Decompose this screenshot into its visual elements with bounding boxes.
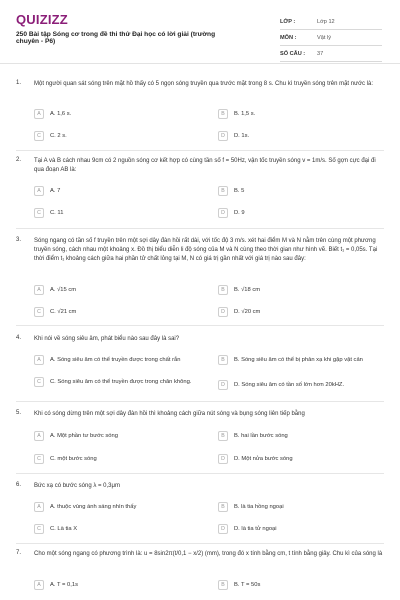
question-number: 6.: [16, 482, 22, 488]
option-b[interactable]: [218, 580, 260, 590]
option-letter-badge: C: [34, 524, 44, 534]
option-text: D. Sóng siêu âm có tần số lớn hơn 20kHZ.: [234, 382, 345, 388]
option-b[interactable]: [218, 109, 255, 119]
option-a[interactable]: [34, 355, 214, 365]
option-letter-badge: C: [34, 454, 44, 464]
option-text: C. một bước sóng: [50, 456, 97, 462]
option-c[interactable]: [34, 307, 76, 317]
question-divider: [16, 473, 384, 474]
option-d[interactable]: [218, 307, 260, 317]
question-divider: [16, 401, 384, 402]
option-text: C. 11: [50, 210, 64, 216]
option-text: B. là tia hồng ngoại: [234, 504, 284, 510]
question-text: Cho một sóng ngang có phương trình là: u = 8sin2π(t/0,1 − x/2) (mm), trong đó x tính bằng cm, t tính bằng giây. Chu kì của sóng là: [34, 551, 383, 557]
question-text: Bức xạ có bước sóng λ = 0,3μm: [34, 483, 120, 489]
option-letter-badge: A: [34, 285, 44, 295]
option-text: D. là tia tử ngoại: [234, 526, 277, 532]
option-b[interactable]: [218, 285, 260, 295]
option-letter-badge: A: [34, 431, 44, 441]
option-letter-badge: B: [218, 431, 228, 441]
option-b[interactable]: [218, 355, 384, 365]
question-text: Một người quan sát sóng trên mặt hồ thấy có 5 ngọn sóng truyền qua trước mặt trong 8 s. Chu kì truyền sóng trên mặt nước là:: [34, 81, 374, 87]
question-text: Khi có sóng dừng trên một sợi dây đàn hồi thì khoảng cách giữa nút sóng và bụng sóng liên tiếp bằng: [34, 411, 305, 417]
option-b[interactable]: [218, 186, 244, 196]
option-text: A. 7: [50, 188, 61, 194]
meta-value: 37: [317, 50, 324, 57]
option-d[interactable]: [218, 524, 277, 534]
option-letter-badge: B: [218, 355, 228, 365]
option-a[interactable]: [34, 431, 118, 441]
meta-value: Lớp 12: [317, 18, 335, 25]
option-text: C. Là tia X: [50, 526, 78, 532]
option-text: D. √20 cm: [234, 309, 261, 315]
question-text: Khi nói về sóng siêu âm, phát biểu nào sau đây là sai?: [34, 336, 180, 342]
option-c[interactable]: [34, 454, 97, 464]
option-text: B. hai lần bước sóng: [234, 433, 288, 439]
option-text: C. √21 cm: [50, 309, 77, 315]
option-c[interactable]: [34, 208, 63, 218]
option-letter-badge: C: [34, 307, 44, 317]
option-letter-badge: B: [218, 109, 228, 119]
option-a[interactable]: [34, 186, 60, 196]
option-a[interactable]: [34, 109, 71, 119]
option-b[interactable]: [218, 431, 288, 441]
option-a[interactable]: [34, 285, 76, 295]
option-letter-badge: D: [218, 524, 228, 534]
question-number: 5.: [16, 410, 22, 416]
meta-row-count: [280, 46, 382, 62]
option-c[interactable]: [34, 377, 214, 387]
option-letter-badge: A: [34, 186, 44, 196]
option-a[interactable]: [34, 502, 136, 512]
meta-label: LỚP :: [280, 18, 296, 25]
option-letter-badge: A: [34, 580, 44, 590]
option-b[interactable]: [218, 502, 284, 512]
question-number: 1.: [16, 80, 22, 86]
option-d[interactable]: [218, 131, 249, 141]
option-text: C. 2 s.: [50, 133, 67, 139]
option-a[interactable]: [34, 580, 78, 590]
option-text: A. Sóng siêu âm có thể truyền được trong chất rắn: [50, 357, 181, 363]
option-text: A. Một phần tư bước sóng: [50, 433, 118, 439]
option-d[interactable]: [218, 208, 245, 218]
meta-label: MÔN :: [280, 34, 297, 41]
option-d[interactable]: [218, 380, 384, 390]
question-number: 2.: [16, 157, 22, 163]
question-number: 4.: [16, 335, 22, 341]
option-letter-badge: D: [218, 380, 228, 390]
option-d[interactable]: [218, 454, 293, 464]
option-letter-badge: C: [34, 377, 44, 387]
option-letter-badge: B: [218, 285, 228, 295]
option-text: B. T = 50s: [234, 582, 261, 588]
option-letter-badge: D: [218, 454, 228, 464]
option-text: B. √18 cm: [234, 287, 261, 293]
meta-table: [280, 14, 382, 62]
option-text: A. T = 0,1s: [50, 582, 78, 588]
option-c[interactable]: [34, 131, 67, 141]
option-letter-badge: A: [34, 502, 44, 512]
option-letter-badge: A: [34, 355, 44, 365]
meta-row-class: [280, 14, 382, 30]
question-number: 3.: [16, 237, 22, 243]
quizizz-logo: QUIZIZZ: [16, 12, 68, 27]
option-c[interactable]: [34, 524, 77, 534]
option-letter-badge: D: [218, 307, 228, 317]
option-letter-badge: B: [218, 502, 228, 512]
meta-value: Vật lý: [317, 34, 331, 41]
question-text: Sóng ngang có tần số f truyền trên một sợi dây đàn hồi rất dài, với tốc độ 3 m/s. xét hai điểm M và N nằm trên cùng một phương truyền sóng, cách nhau một khoảng x. Đồ thị biểu diễn li độ sóng của M và N cùng theo thời gian như hình vẽ. Biết t₁ = 0,05s. Tại thời điểm t₁ khoảng cách giữa hai phần tử chất lỏng tại M, N có giá trị gần nhất với giá trị nào sau đây:: [34, 238, 378, 262]
question-divider: [16, 325, 384, 326]
question-number: 7.: [16, 550, 22, 556]
question-divider: [16, 150, 384, 151]
option-text: D. 9: [234, 210, 245, 216]
option-letter-badge: D: [218, 208, 228, 218]
option-text: A. 1,6 s.: [50, 111, 72, 117]
option-text: A. thuộc vùng ánh sáng nhìn thấy: [50, 504, 137, 510]
option-letter-badge: B: [218, 186, 228, 196]
option-letter-badge: B: [218, 580, 228, 590]
option-letter-badge: A: [34, 109, 44, 119]
document-header: [16, 12, 384, 57]
question-text: Tại A và B cách nhau 9cm có 2 nguồn sóng cơ kết hợp có cùng tần số f = 50Hz, vận tốc truyền sóng v = 1m/s. Số gợn cực đại đi qua đoạn AB là:: [34, 158, 376, 173]
option-text: B. Sóng siêu âm có thể bị phản xạ khi gặp vật cản: [234, 357, 363, 363]
meta-label: SỐ CÂU :: [280, 50, 306, 57]
document-title: 250 Bài tập Sóng cơ trong đề thi thử Đại học có lời giải (trường chuyên - P6): [16, 31, 216, 45]
option-letter-badge: C: [34, 131, 44, 141]
meta-row-subject: [280, 30, 382, 46]
option-text: D. 1s.: [234, 133, 250, 139]
option-letter-badge: C: [34, 208, 44, 218]
question-divider: [16, 543, 384, 544]
option-text: D. Một nửa bước sóng: [234, 456, 293, 462]
option-letter-badge: D: [218, 131, 228, 141]
question-divider: [16, 228, 384, 229]
option-text: B. 5: [234, 188, 245, 194]
option-text: A. √15 cm: [50, 287, 77, 293]
header-divider: [0, 63, 400, 64]
option-text: B. 1,5 s.: [234, 111, 256, 117]
option-text: C. Sóng siêu âm có thể truyền được trong chân không.: [50, 379, 192, 385]
